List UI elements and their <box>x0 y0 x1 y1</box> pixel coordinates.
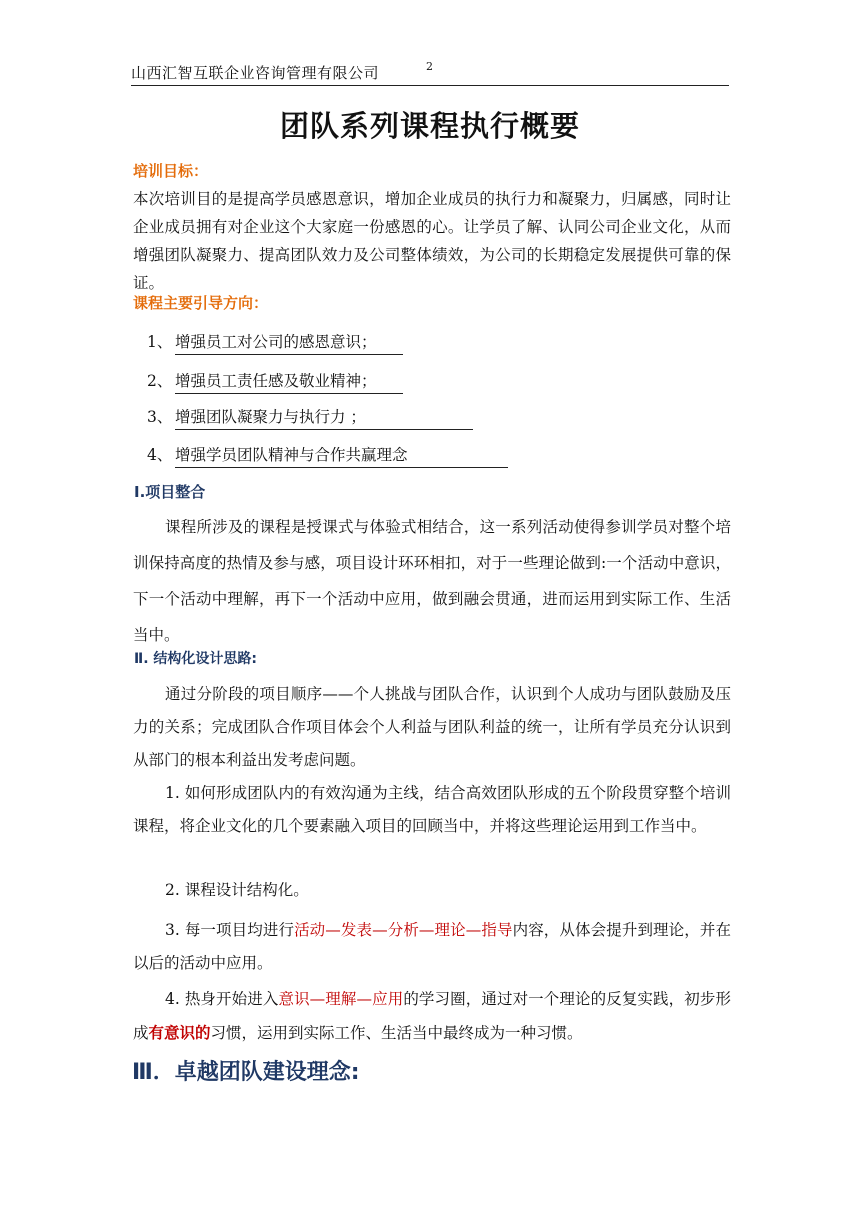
section-2-point-2: 2. 课程设计结构化。 <box>165 881 309 899</box>
list-number: 4、 <box>147 446 173 464</box>
document-title: 团队系列课程执行概要 <box>279 109 580 143</box>
goal-heading: 培训目标： <box>133 162 209 180</box>
direction-item-3 <box>147 405 473 430</box>
list-number: 1、 <box>147 333 173 351</box>
section-2-intro: 通过分阶段的项目顺序——个人挑战与团队合作，认识到个人成功与团队鼓励及压力的关系；完成团队合作项目体会个人利益与团队利益的统一，让所有学员充分认识到从部门的根本利益出发考虑问题。 <box>133 685 731 769</box>
section-1-heading: Ⅰ.项目整合 <box>134 483 206 501</box>
point-4-text: 4. 热身开始进入 <box>165 990 279 1008</box>
point-4-highlight-2: 有意识的 <box>148 1023 211 1042</box>
point-3-text-end: 内容，从体会提升到理论，并在以后的活动中应用。 <box>133 921 731 972</box>
list-text: 增强团队凝聚力与执行力 ； <box>175 405 473 430</box>
list-number: 3、 <box>147 408 173 426</box>
company-name: 山西汇智互联企业咨询管理有限公司 <box>131 64 380 82</box>
goal-paragraph: 本次培训目的是提高学员感恩意识，增加企业成员的执行力和凝聚力，归属感，同时让企业成员拥有对企业这个大家庭一份感恩的心。让学员了解、认同公司企业文化，从而增强团队凝聚力、提高团队效力及公司整体绩效，为公司的长期稳定发展提供可靠的保证。 <box>133 190 731 292</box>
direction-item-2 <box>147 369 403 394</box>
list-number: 2、 <box>147 372 173 390</box>
page-number: 2 <box>426 60 433 73</box>
page-header <box>131 60 729 86</box>
section-1-paragraph: 课程所涉及的课程是授课式与体验式相结合，这一系列活动使得参训学员对整个培训保持高度的热情及参与感，项目设计环环相扣，对于一些理论做到:一个活动中意识，下一个活动中理解，再下一个活动中应用，做到融会贯通，进而运用到实际工作、生活当中。 <box>133 518 731 644</box>
direction-item-1 <box>147 330 403 355</box>
point-3-text: 3. 每一项目均进行 <box>165 921 295 939</box>
direction-item-4 <box>147 443 508 468</box>
list-text: 增强员工对公司的感恩意识； <box>175 330 403 355</box>
point-3-highlight: 活动—发表—分析—理论—指导 <box>294 921 513 939</box>
list-text: 增强员工责任感及敬业精神； <box>175 369 403 394</box>
section-2-point-1: 1. 如何形成团队内的有效沟通为主线，结合高效团队形成的五个阶段贯穿整个培训课程，将企业文化的几个要素融入项目的回顾当中，并将这些理论运用到工作当中。 <box>133 784 731 835</box>
point-4-highlight: 意识—理解—应用 <box>278 990 404 1008</box>
section-2-heading: Ⅱ. 结构化设计思路: <box>134 651 258 667</box>
direction-heading: 课程主要引导方向： <box>133 294 269 312</box>
point-4-text-end: 习惯，运用到实际工作、生活当中最终成为一种习惯。 <box>210 1024 583 1042</box>
list-text: 增强学员团队精神与合作共赢理念 <box>175 443 508 468</box>
section-3-heading: Ⅲ．卓越团队建设理念: <box>132 1060 360 1085</box>
section-2-point-3 <box>133 914 731 980</box>
point-4-text-mid: 的学习圈，通过对一个理论的反复实践，初步形成 <box>133 990 731 1042</box>
section-2-point-4 <box>133 983 731 1050</box>
